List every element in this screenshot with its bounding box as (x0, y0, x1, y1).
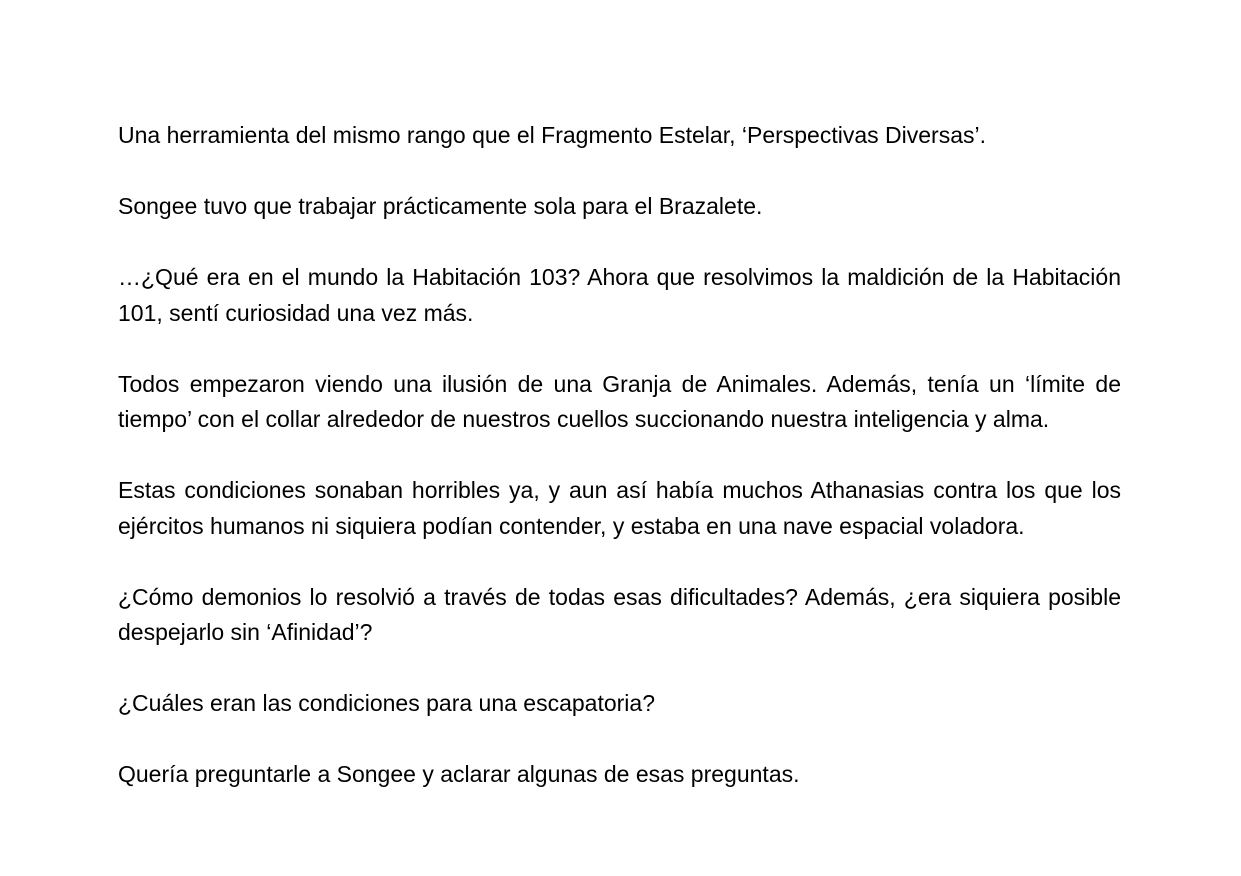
paragraph: …¿Qué era en el mundo la Habitación 103? Ahora que resolvimos la maldición de la Habitación 101, sentí curiosidad una vez más. (118, 264, 1121, 326)
paragraph: Quería preguntarle a Songee y aclarar algunas de esas preguntas. (118, 761, 800, 787)
paragraph: Estas condiciones sonaban horribles ya, y aun así había muchos Athanasias contra los que los ejércitos humanos ni siquiera podían contender, y estaba en una nave espacial voladora. (118, 477, 1121, 539)
paragraph: Todos empezaron viendo una ilusión de una Granja de Animales. Además, tenía un ‘límite de tiempo’ con el collar alrededor de nuestros cuellos succionando nuestra inteligencia y alma. (118, 370, 1121, 432)
paragraph: ¿Cuáles eran las condiciones para una escapatoria? (118, 690, 655, 716)
paragraph: Songee tuvo que trabajar prácticamente sola para el Brazalete. (118, 193, 763, 219)
paragraph: ¿Cómo demonios lo resolvió a través de todas esas dificultades? Además, ¿era siquiera posible despejarlo sin ‘Afinidad’? (118, 583, 1121, 645)
paragraph: Una herramienta del mismo rango que el Fragmento Estelar, ‘Perspectivas Diversas’. (118, 122, 986, 148)
document-body (118, 118, 1121, 793)
